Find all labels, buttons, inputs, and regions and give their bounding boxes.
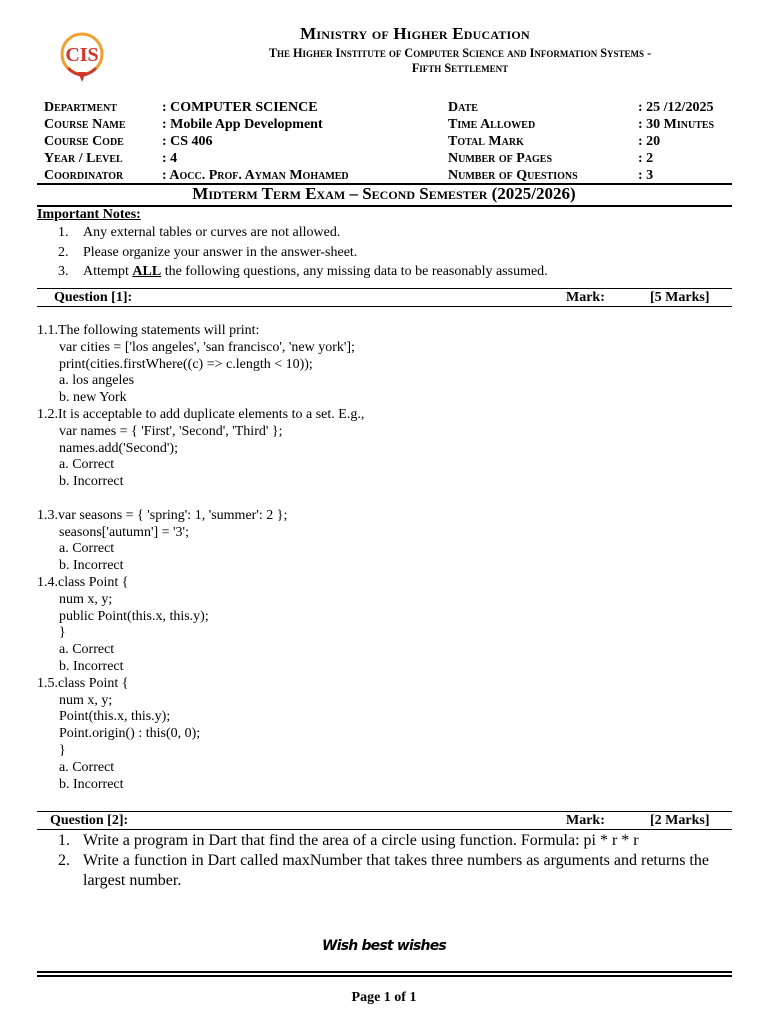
info-value: : COMPUTER SCIENCE — [162, 100, 318, 115]
q1-marks: [5 Marks] — [650, 290, 710, 305]
info-value: : Aocc. Prof. Ayman Mohamed — [162, 168, 349, 183]
info-label: Course Name — [44, 117, 126, 132]
q1-line: seasons['autumn'] = '3'; — [59, 524, 189, 540]
q1-line: names.add('Second'); — [59, 440, 178, 456]
q1-line: 1.3.var seasons = { 'spring': 1, 'summer': 2 }; — [37, 507, 288, 523]
closing-text: Wish best wishes — [322, 938, 446, 954]
note-text: Attempt — [83, 264, 133, 279]
q1-line: 1.2.It is acceptable to add duplicate elements to a set. E.g., — [37, 406, 365, 422]
q2-marks: [2 Marks] — [650, 813, 710, 828]
q1-line: b. Incorrect — [59, 474, 124, 490]
note-emphasis: ALL — [132, 264, 162, 279]
q1-line: a. Correct — [59, 759, 115, 775]
exam-title: Midterm Term Exam – Second Semester (2025/2026) — [192, 184, 576, 203]
q2-mark-label: Mark: — [566, 813, 605, 828]
q2-title: Question [2]: — [50, 813, 129, 828]
q2-number: 2. — [58, 852, 70, 869]
info-row-questions — [448, 167, 714, 184]
info-row-date — [448, 99, 714, 116]
info-label: Coordinator — [44, 168, 124, 183]
info-row-department — [44, 99, 349, 116]
info-label: Department — [44, 100, 117, 115]
q2-item — [58, 831, 728, 851]
q1-line: a. los angeles — [59, 373, 135, 389]
institute-line-2: Fifth Settlement — [411, 61, 509, 75]
q1-mark-label: Mark: — [566, 290, 605, 305]
note-number: 3. — [58, 264, 69, 279]
q1-title: Question [1]: — [54, 290, 133, 305]
note-number: 2. — [58, 245, 69, 260]
info-row-course-name — [44, 116, 349, 133]
info-row-pages — [448, 150, 714, 167]
q1-body — [37, 323, 364, 793]
q2-bottom-rule — [37, 829, 732, 830]
q2-top-rule — [37, 811, 732, 812]
info-value: : 30 Minutes — [638, 117, 715, 132]
info-value: : 25 /12/2025 — [638, 100, 714, 115]
info-label: Number of Pages — [448, 151, 553, 166]
note-text: Any external tables or curves are not allowed. — [83, 225, 341, 240]
ministry-title: Ministry of Higher Education — [300, 24, 530, 43]
info-row-coordinator — [44, 167, 349, 184]
q1-bottom-rule — [37, 306, 732, 307]
info-row-time — [448, 116, 714, 133]
info-right — [448, 99, 714, 184]
notes-heading: Important Notes: — [37, 207, 141, 222]
footer-rule-2 — [37, 975, 732, 977]
q1-top-rule — [37, 288, 732, 289]
info-left — [44, 99, 349, 184]
logo-text: CIS — [65, 44, 99, 66]
note-item — [58, 243, 357, 262]
blank-line — [37, 491, 364, 508]
q1-line: a. Correct — [59, 457, 115, 473]
info-label: Date — [448, 100, 478, 115]
q1-line: num x, y; — [59, 692, 113, 708]
info-row-year — [44, 150, 349, 167]
q1-line: a. Correct — [59, 642, 115, 658]
info-row-total-mark — [448, 133, 714, 150]
info-row-course-code — [44, 133, 349, 150]
q1-line: } — [59, 742, 66, 758]
q2-item — [58, 851, 728, 891]
q1-line: } — [59, 625, 66, 641]
q1-line: var cities = ['los angeles', 'san francisco', 'new york']; — [59, 339, 355, 355]
info-label: Time Allowed — [448, 117, 536, 132]
note-text: Please organize your answer in the answer-sheet. — [83, 245, 358, 260]
info-value: : 3 — [638, 168, 654, 183]
info-value: : 20 — [638, 134, 661, 149]
q2-text: Write a program in Dart that find the area of a circle using function. Formula: pi * r * r — [83, 832, 639, 849]
q1-line: 1.1.The following statements will print: — [37, 323, 260, 338]
info-label: Total Mark — [448, 134, 524, 149]
info-value: : CS 406 — [162, 134, 213, 149]
q1-line: Point(this.x, this.y); — [59, 709, 171, 725]
q1-line: 1.5.class Point { — [37, 675, 129, 691]
info-label: Course Code — [44, 134, 124, 149]
q2-text: Write a function in Dart called maxNumber that takes three numbers as arguments and returns the largest number. — [83, 852, 709, 889]
title-bottom-rule — [37, 205, 732, 207]
note-item — [58, 262, 548, 281]
q1-line: Point.origin() : this(0, 0); — [59, 726, 201, 742]
footer-rule-1 — [37, 971, 732, 973]
info-label: Year / Level — [44, 151, 123, 166]
institute-line-1: The Higher Institute of Computer Science and Information Systems - — [268, 46, 652, 60]
info-label: Number of Questions — [448, 168, 578, 183]
q1-line: var names = { 'First', 'Second', 'Third' }; — [59, 423, 283, 439]
q1-line: b. Incorrect — [59, 776, 124, 792]
q1-line: num x, y; — [59, 591, 113, 607]
q1-line: b. new York — [59, 390, 127, 406]
q2-number: 1. — [58, 832, 70, 849]
q1-line: b. Incorrect — [59, 558, 124, 574]
q1-line: b. Incorrect — [59, 658, 124, 674]
q1-line: a. Correct — [59, 541, 115, 557]
note-text: the following questions, any missing data to be reasonably assumed. — [161, 264, 548, 279]
q1-line: public Point(this.x, this.y); — [59, 608, 209, 624]
q1-line: print(cities.firstWhere((c) => c.length < 10)); — [59, 356, 313, 372]
info-value: : Mobile App Development — [162, 117, 323, 132]
note-number: 1. — [58, 225, 69, 240]
note-item — [58, 223, 340, 242]
info-value: : 4 — [162, 151, 178, 166]
info-value: : 2 — [638, 151, 654, 166]
q1-line: 1.4.class Point { — [37, 574, 129, 590]
page-number: Page 1 of 1 — [351, 990, 417, 1005]
